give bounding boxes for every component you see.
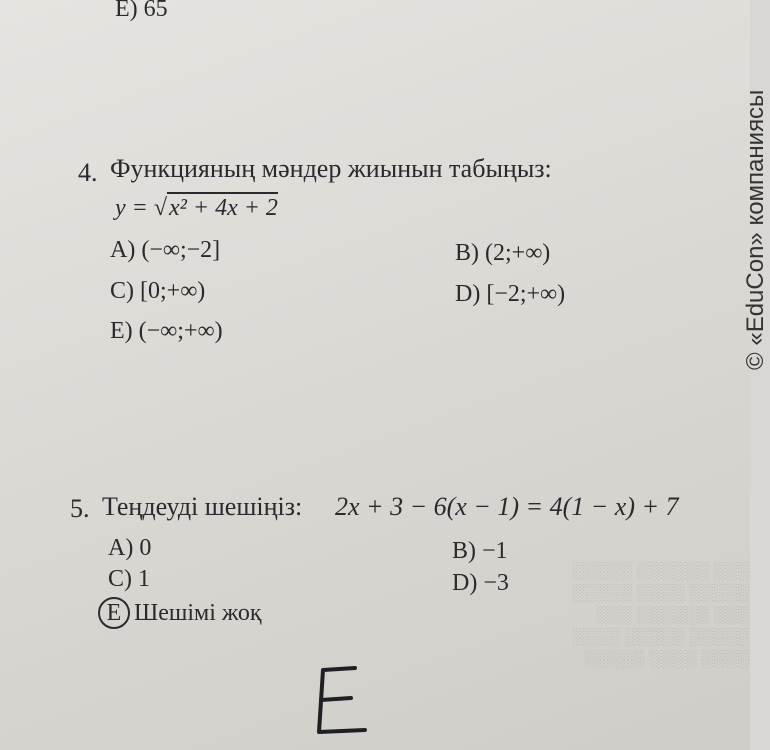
copyright-text: © «EduCon» компаниясы [742,89,769,370]
selected-answer-circle: E [98,597,130,629]
q5-option-a: A) 0 [108,535,152,561]
q5-option-b: B) −1 [452,538,508,564]
q4-option-b: B) (2;+∞) [455,240,551,266]
q4-formula [115,195,278,222]
q4-option-a: A) (−∞;−2] [110,237,221,263]
handwritten-e-strokes [305,660,375,740]
handwritten-answer-e [305,660,375,745]
copyright-sidebar [690,20,769,380]
q5-option-e [98,597,262,629]
q5-text: Теңдеуді шешіңіз: [102,492,303,521]
q5-option-e-text: Шешімі жоқ [134,600,262,626]
q5-option-d: D) −3 [452,570,509,596]
prev-option-e: E) 65 [115,0,168,22]
q4-formula-radicand: x² + 4x + 2 [167,192,278,221]
q4-option-d: D) [−2;+∞) [455,281,566,307]
q4-text: Функцияның мәндер жиынын табыңыз: [110,154,552,183]
sqrt-icon: √ [153,195,168,221]
q4-formula-lhs: y = [115,195,154,221]
q5-number: 5. [70,494,90,523]
q4-option-c: C) [0;+∞) [110,278,206,304]
q5-equation: 2x + 3 − 6(x − 1) = 4(1 − x) + 7 [335,492,679,521]
q4-option-e: E) (−∞;+∞) [110,318,223,344]
reverse-side-bleed: ░░░ ░░░░░░ ░░░░░ ░░░░░ ░░░░ ░░░░░ ░░░ ░░░░░░ ░░░ ░░░░░ ░░░░░ ░░░░ ░░░░ ░░░░ ░░░░░ [572,561,750,668]
q4-number: 4. [78,158,98,187]
q5-option-c: C) 1 [108,566,150,592]
